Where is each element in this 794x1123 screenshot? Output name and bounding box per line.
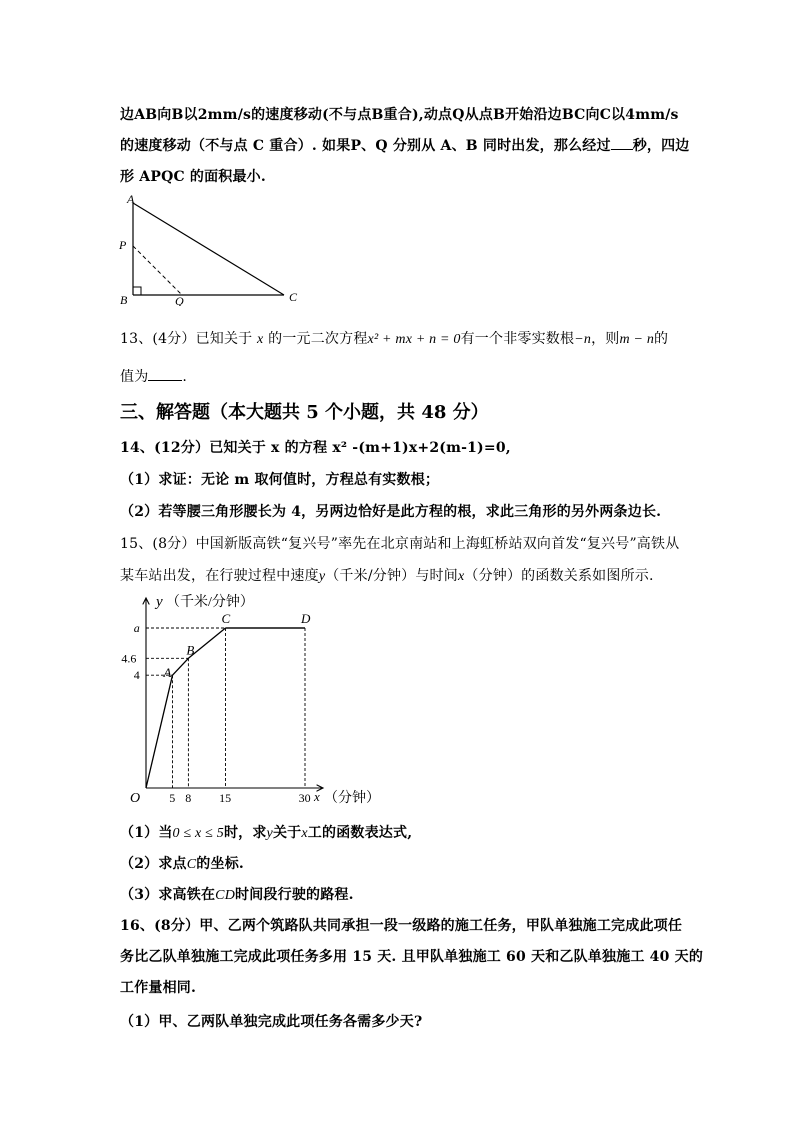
x-tick-5: 5 [169, 791, 176, 805]
q13-line-1 [120, 328, 668, 348]
q15-line-2 [120, 565, 654, 585]
q15-part-1 [120, 822, 412, 842]
triangle-figure [114, 192, 304, 306]
x-axis-label: （分钟） [324, 791, 380, 806]
label-A: A [127, 192, 135, 206]
q15-p1-x: x [301, 826, 308, 841]
label-B: B [120, 293, 128, 306]
point-label-C: C [221, 611, 231, 626]
q13-end: 的 [654, 331, 669, 347]
y-axis-label: （千米/分钟） [166, 595, 254, 610]
q16-part-1: （1）甲、乙两队单独完成此项任务各需多少天? [120, 1014, 423, 1030]
q15-line-2c: （分钟）的函数关系如图所示. [464, 568, 654, 584]
q15-p3b: 时间段行驶的路程. [235, 887, 354, 903]
series-segment-oa [146, 675, 173, 788]
q16-line-1: 16、(8分）甲、乙两个筑路队共同承担一段一级路的施工任务，甲队单独施工完成此项任 [120, 918, 683, 934]
q15-p1b: 时，求 [223, 825, 267, 841]
q15-p1-y: y [266, 826, 273, 841]
q13-mid3: ，则 [591, 331, 620, 347]
q16-line-2: 务比乙队单独施工完成此项任务多用 15 天. 且甲队单独施工 60 天和乙队单独施工 40 天的 [120, 949, 704, 965]
q14-line-1: 14、(12分）已知关于 x 的方程 x² -(m+1)x+2(m-1)=0, [120, 440, 511, 456]
q13-mid2: 有一个非零实数根 [460, 331, 575, 347]
q13-root: −n [574, 332, 592, 347]
x-tick-15: 15 [219, 791, 232, 805]
q12-line-2 [120, 135, 690, 155]
q13-var: x [257, 332, 264, 347]
q15-part-3 [120, 884, 354, 904]
speed-time-chart [118, 590, 398, 810]
point-label-D: D [301, 611, 311, 626]
label-C: C [289, 290, 298, 304]
q13-expr: m − n [619, 332, 655, 347]
q15-p1c: 关于 [272, 825, 302, 841]
point-label-A: A [163, 665, 172, 681]
series-segment-ab [173, 658, 189, 675]
x-tick-30: 30 [298, 791, 311, 805]
q12-answer-blank [611, 137, 633, 150]
q15-part-2 [120, 853, 244, 873]
q15-x: x [457, 569, 465, 584]
q15-y: y [318, 569, 326, 584]
q13-mid: 的一元二次方程 [268, 331, 368, 347]
q13-line-2-text: 值为 [120, 369, 149, 385]
q15-p2a: （2）求点 [120, 856, 187, 872]
x-axis-var: x [314, 789, 320, 804]
q14-part-2: （2）若等腰三角形腰长为 4，另两边恰好是此方程的根，求此三角形的另外两条边长. [120, 504, 662, 520]
y-tick-4: 4 [133, 668, 140, 683]
q13-line-2 [120, 366, 187, 386]
y-tick-a: a [133, 621, 140, 635]
section-heading: 三、解答题（本大题共 5 个小题，共 48 分） [120, 402, 489, 423]
q13-equation: x² + mx + n = 0 [367, 332, 461, 347]
q15-line-2b: （千米/分钟）与时间 [325, 568, 458, 584]
point-label-B: B [186, 642, 195, 658]
q14-part-1: （1）求证：无论 m 取何值时，方程总有实数根； [120, 472, 440, 488]
label-Q: Q [175, 294, 184, 306]
y-tick-4.6: 4.6 [121, 651, 137, 666]
q12-line-3: 形 APQC 的面积最小. [120, 169, 266, 185]
q13-prefix: 13、(4分）已知关于 [120, 331, 253, 347]
q15-p1a: （1）当 [120, 825, 173, 841]
q15-p2b: 的坐标. [196, 856, 244, 872]
q12-line-2b: 秒，四边 [632, 138, 690, 154]
q15-p1d: 工的函数表达式, [307, 825, 413, 841]
label-P: P [119, 238, 127, 252]
q15-p3a: （3）求高铁在 [120, 887, 216, 903]
q15-p1cond: 0 ≤ x ≤ 5 [172, 826, 224, 841]
y-axis-var: y [156, 594, 163, 610]
origin-label: O [130, 791, 141, 806]
q12-line-2a: 的速度移动（不与点 C 重合）. 如果P、Q 分别从 A、B 同时出发，那么经过 [120, 138, 611, 154]
q15-line-2a: 某车站出发，在行驶过程中速度 [120, 568, 319, 584]
q15-p2C: C [186, 857, 197, 872]
q16-line-3: 工作量相同. [120, 980, 197, 996]
q15-line-1: 15、(8分）中国新版高铁“复兴号”率先在北京南站和上海虹桥站双向首发“复兴号”高铁从 [120, 536, 680, 552]
x-tick-8: 8 [185, 791, 192, 805]
q12-line-1: 边AB向B以2mm/s的速度移动(不与点B重合),动点Q从点B开始沿边BC向C以4mm/s [120, 107, 679, 123]
q15-p3CD: CD [215, 888, 236, 903]
q13-line-2-end: . [182, 369, 188, 385]
q13-answer-blank [148, 368, 182, 381]
